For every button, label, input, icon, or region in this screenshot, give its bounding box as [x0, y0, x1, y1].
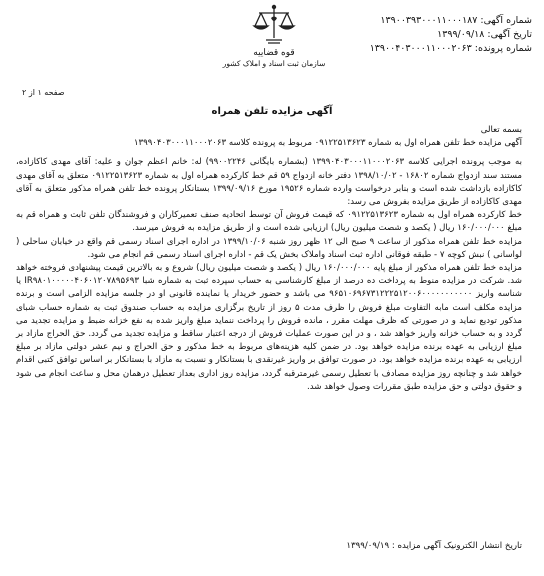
- ad-number-label: شماره آگهی:: [480, 15, 532, 26]
- ad-date-row: [318, 28, 532, 42]
- case-number-label: شماره پرونده:: [474, 43, 532, 54]
- ad-number-row: [318, 14, 532, 28]
- ad-number: ۱۳۹۰۰۳۹۳۰۰۰۱۱۰۰۰۱۸۷: [380, 15, 478, 26]
- org-line-2: سازمان ثبت اسناد و املاک کشور: [222, 59, 326, 68]
- ad-date: ۱۳۹۹/۰۹/۱۸: [437, 29, 485, 40]
- publish-date: ۱۳۹۹/۰۹/۱۹: [346, 541, 390, 551]
- paragraph-case-details: به موجب پرونده اجرایی کلاسه ۱۳۹۹۰۴۰۳۰۰۰۱۱۰۰۰۲۰۶۳ (بشماره بایگانی ۹۹۰۰۲۲۴۶) له: خانم اعظم جوان و علیه: آقای مهدی کاکازاده، مستند سند ازدواج شماره ۱۶۸۰۲ - ۱۳۹۸/۱۰/۰۲ دفتر خانه ازدواج ۵۹ قم خط کارکرده همراه اول به شماره ۰۹۱۲۲۵۱۳۶۲۳ متعلق به آقای مهدی کاکازاده بازداشت شده است و بنابر درخواست وارده شماره ۱۹۵۲۶ مورخ ۱۳۹۹/۰۹/۱۶ بستانکار پرونده خط تلفن همراه مذکور متعلق به آقای مهدی کاکازاده از طریق مزایده بفروش می رسد:: [16, 157, 522, 208]
- publish-date-label: تاریخ انتشار الکترونیک آگهی مزایده :: [391, 541, 522, 551]
- document-body: [16, 124, 522, 394]
- case-number: ۱۳۹۰۰۴۰۳۰۰۰۱۱۰۰۰۲۰۶۳: [369, 43, 472, 54]
- scales-of-justice-icon: [251, 2, 297, 48]
- subject-line: آگهی مزایده خط تلفن همراه اول به شماره ۰۹۱۲۲۵۱۳۶۲۳ مربوط به پرونده کلاسه ۱۳۹۹۰۴۰۳۰۰۰۱۱۰۰۰۲۰۶۳: [133, 138, 522, 149]
- judiciary-emblem: [222, 2, 326, 76]
- paragraph-valuation: خط کارکرده همراه اول به شماره ۰۹۱۲۲۵۱۳۶۲۳ که قیمت فروش آن توسط اتحادیه صنف تعمیرکاران و فروشندگان تلفن ثابت و همراه قم به مبلغ ۱۶۰/۰۰۰/۰۰۰ ریال ( یکصد و شصت میلیون ریال) ارزیابی شده است و از طریق مزایده به فروش میرسد.: [16, 210, 522, 234]
- case-number-row: [318, 42, 532, 56]
- document-title: آگهی مزایده تلفن همراه: [211, 106, 333, 117]
- paragraph-auction-terms: مزایده خط تلفن همراه مذکور از مبلغ پایه ۱۶۰/۰۰۰/۰۰۰ ریال ( یکصد و شصت میلیون ریال) شروع و به بالاترین قیمت پیشنهادی فروخته خواهد شد. شرکت در مزایده منوط به پرداخت ده درصد از مبلغ کارشناسی به حساب سپرده ثبت به شماره شبا IR۹۸۰۱۰۰۰۰۰۴۰۶۰۱۲۰۷۸۹۵۶۹۳ یا شناسه واریز ۹۶۵۱۰۶۹۶۷۳۱۲۲۲۵۱۲۰۰۶۰۰۰۰۰۰۰۰۰۰۰ می باشد و حضور خریدار یا نماینده قانونی او در جلسه مزایده الزامی است و برنده مزایده مکلف است مابه التفاوت مبلغ فروش را ظرف مدت ۵ روز از تاریخ برگزاری مزایده به حساب صندوق ثبت به شماره حساب شبای مذکور تودیع نماید و در صورتی که ظرف مهلت مقرر ، مانده فروش را پرداخت ننماید مبلغ واریز شده به نفع خزانه ضبط و مزایده تجدید می گردد و به حساب خزانه واریز خواهد شد ، و در این صورت عملیات فروش از درجه اعتبار ساقط و مزایده تجدید می گردد. حق الحراج مازاد بر مبلغ ارزیابی به عهده برنده مزایده خواهد بود. در ضمن کلیه هزینه‌های مربوط به خط مذکور و حق الحراج و نیم عشر دولتی مازاد بر مبلغ ارزیابی به عهده برنده مزایده خواهد بود. در صورت توافق بر واریز غیرنقدی با بستانکار و نسبت به مازاد با بستانکار بر اساس توافق کتبی اقدام خواهد شد و چنانچه روز مزایده مصادف با تعطیل رسمی غیرمترقبه گردد، مزایده روز اداری بعداز تعطیل درهمان محل و ساعت انجام می شود و حقوق دولتی و حق مزایده طبق مقررات وصول خواهد شد.: [16, 263, 523, 392]
- paragraph-auction-time-place: مزایده خط تلفن همراه مذکور از ساعت ۹ صبح الی ۱۲ ظهر روز شنبه ۱۳۹۹/۱۰/۰۶ در اداره اجرای اسناد رسمی قم واقع در خیابان ساحلی ( لواسانی ) نبش کوچه ۷ - طبقه فوقانی اداره ثبت اسناد واملاک بخش یک قم - اداره اجرای اسناد رسمی قم انجام می شود.: [16, 236, 522, 260]
- ad-date-label: تاریخ آگهی:: [487, 29, 532, 40]
- ad-meta-block: [318, 14, 532, 56]
- page-indicator: صفحه ۱ از ۲: [22, 88, 65, 97]
- org-line-1: قوه قضاییه: [253, 48, 295, 58]
- invocation-line: بسمه تعالی: [480, 125, 522, 135]
- publish-date-line: [16, 541, 522, 551]
